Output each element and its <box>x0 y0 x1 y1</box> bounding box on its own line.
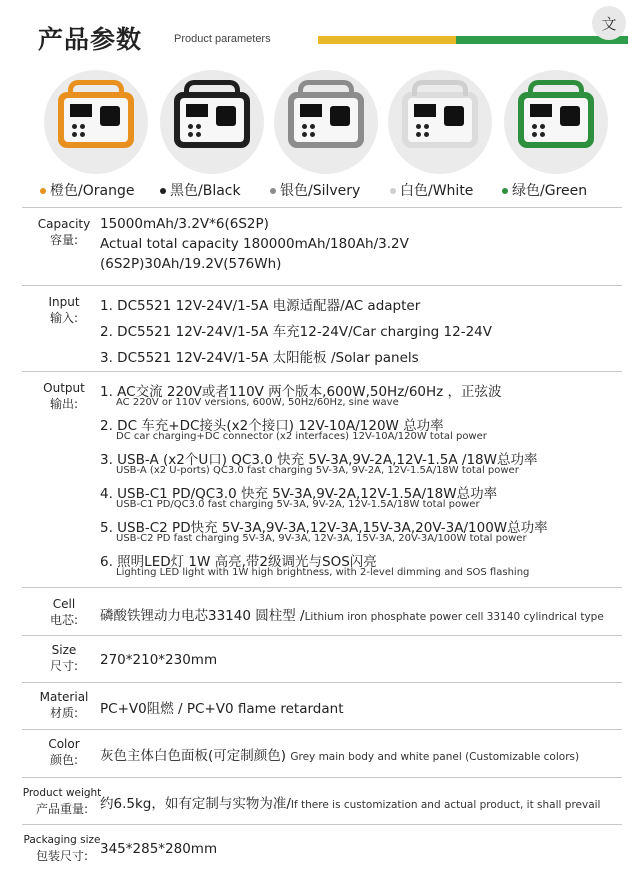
bullet-icon <box>502 188 508 194</box>
power-station-icon <box>518 92 594 148</box>
product-image-black <box>160 70 264 174</box>
spec-label: Capacity 容量: <box>37 217 91 247</box>
list-item: 4. USB-C1 PD/QC3.0 快充 5V-3A,9V-2A,12V-1.5A/18W总功率 <box>100 486 498 502</box>
bullet-icon <box>270 188 276 194</box>
product-image-green <box>504 70 608 174</box>
spec-label: Cell 电芯: <box>49 597 79 627</box>
page-subtitle: Product parameters <box>174 33 271 45</box>
spec-value: 345*285*280mm <box>100 841 218 857</box>
power-station-icon <box>174 92 250 148</box>
spec-value: PC+V0阻燃 / PC+V0 flame retardant <box>100 701 344 717</box>
list-item: 2. DC 车充+DC接头(x2个接口) 12V-10A/120W 总功率 <box>100 418 444 434</box>
decor-bar-yellow <box>318 36 456 44</box>
list-item: 2. DC5521 12V-24V/1-5A 车充12-24V/Car charging 12-24V <box>100 324 492 340</box>
page-title: 产品参数 <box>38 25 143 54</box>
spec-row-input <box>22 285 622 370</box>
spec-label: Product weight 产品重量: <box>22 787 102 816</box>
list-item: 6. 照明LED灯 1W 高亮,带2级调光与SOS闪亮 <box>100 554 377 570</box>
spec-label: Material 材质: <box>39 690 89 720</box>
list-item: 3. DC5521 12V-24V/1-5A 太阳能板 /Solar panels <box>100 350 419 366</box>
product-image-white <box>388 70 492 174</box>
translate-button[interactable]: 文 <box>592 6 626 40</box>
spec-label: Packaging size 包装尺寸: <box>23 834 101 863</box>
spec-row-cell <box>22 587 622 634</box>
power-station-icon <box>58 92 134 148</box>
spec-row-weight <box>22 777 622 824</box>
color-option-white: 白色/White <box>390 180 473 200</box>
header <box>0 0 640 70</box>
product-image-orange <box>44 70 148 174</box>
bullet-icon <box>390 188 396 194</box>
spec-label: Input 输入: <box>48 295 80 325</box>
power-station-icon <box>288 92 364 148</box>
spec-label: Size 尺寸: <box>49 643 79 673</box>
color-option-black: 黑色/Black <box>160 180 241 200</box>
spec-value: 270*210*230mm <box>100 652 218 668</box>
spec-row-material <box>22 682 622 729</box>
bullet-icon <box>40 188 46 194</box>
spec-row-output: Output 输出: 1. AC交流 220V或者110V 两个版本,600W,50Hz/60Hz ，正弦波 AC 220V or 110V versions, 600W, 50Hz/60Hz, sine wave 2. DC 车充+DC接头(x2个接口) 12V-10A/120W 总功率 DC car charging+DC connector (x2 interfaces) 12V-10A/120W total power 3. USB-A (x2个U口) QC3.0 快充 5V-3A,9V-2A,12V-1.5A /18W总功率 USB-A (x2 U-ports) QC3.0 fast charging 5V-3A, 9V-2A, 12V-1.5A/18W total power 4. USB-C1 PD/QC3.0 快充 5V-3A,9V-2A,12V-1.5A/18W总功率 USB-C1 PD/QC3.0 fast charging 5V-3A, 9V-2A, 12V-1.5A/18W total power 5. USB-C2 PD快充 5V-3A,9V-3A,12V-3A,15V-3A,20V-3A/100W总功率 USB-C2 PD fast charging 5V-3A, 9V-3A, 12V-3A, 15V-3A, 20V-3A/100W total power 6. 照明LED灯 1W 高亮,带2级调光与SOS闪亮 Lighting LED light with 1W high brightness, with 2-level dimming and SOS flashing <box>22 371 622 584</box>
spec-row-size <box>22 635 622 682</box>
color-option-orange: 橙色/Orange <box>40 180 134 200</box>
spec-value: 约6.5kg，如有定制与实物为准/If there is customization and actual product, it shall prevail <box>100 796 601 812</box>
color-options <box>0 180 640 202</box>
bullet-icon <box>160 188 166 194</box>
spec-label: Color 颜色: <box>48 737 80 767</box>
list-item: 5. USB-C2 PD快充 5V-3A,9V-3A,12V-3A,15V-3A,20V-3A/100W总功率 <box>100 520 548 536</box>
list-item: 1. AC交流 220V或者110V 两个版本,600W,50Hz/60Hz ，正弦波 <box>100 384 502 400</box>
list-item: 1. DC5521 12V-24V/1-5A 电源适配器/AC adapter <box>100 298 421 314</box>
spec-value: 磷酸铁锂动力电芯33140 圆柱型 /Lithium iron phosphate power cell 33140 cylindrical type <box>100 608 604 624</box>
spec-row-packaging <box>22 824 622 871</box>
product-image-silvery <box>274 70 378 174</box>
color-option-silvery: 银色/Silvery <box>270 180 360 200</box>
list-item: 3. USB-A (x2个U口) QC3.0 快充 5V-3A,9V-2A,12V-1.5A /18W总功率 <box>100 452 538 468</box>
spec-row-color <box>22 729 622 776</box>
spec-row-capacity: Capacity 容量: 15000mAh/3.2V*6(6S2P) Actual total capacity 180000mAh/180Ah/3.2V (6S2P)30Ah/19.2V(576Wh) <box>22 207 622 284</box>
spec-label: Output 输出: <box>43 381 85 411</box>
power-station-icon <box>402 92 478 148</box>
spec-value: 灰色主体白色面板(可定制颜色) Grey main body and white panel (Customizable colors) <box>100 748 580 764</box>
color-option-green: 绿色/Green <box>502 180 587 200</box>
product-images <box>0 68 640 178</box>
